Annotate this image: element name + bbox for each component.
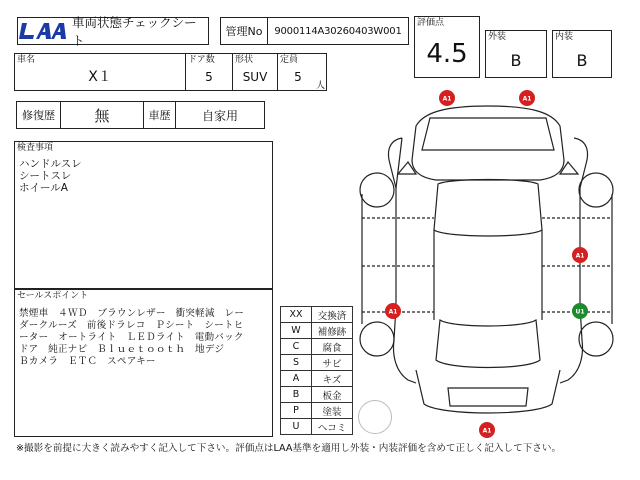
damage-marker	[572, 303, 588, 319]
damage-legend	[280, 306, 353, 435]
legend-meaning: 板金	[312, 387, 353, 403]
legend-row	[281, 371, 353, 387]
logo	[16, 17, 70, 45]
capacity-value: 5	[294, 70, 302, 84]
repair-history-label: 修復歴	[16, 101, 61, 129]
damage-marker-code: A1	[482, 427, 492, 435]
sales-points-text	[19, 308, 271, 368]
usage-history-value: 自家用	[175, 101, 265, 129]
repair-history-value: 無	[60, 101, 144, 129]
damage-marker	[439, 90, 455, 106]
damage-marker-code: A1	[575, 252, 585, 260]
car-name-value: X１	[88, 69, 112, 85]
damage-marker	[572, 247, 588, 263]
inspection-item: ホイールA	[19, 182, 68, 194]
damage-marker-code: U1	[575, 308, 585, 316]
legend-row	[281, 419, 353, 435]
legend-meaning: キズ	[312, 371, 353, 387]
damage-marker	[479, 422, 495, 438]
tire-front-left-icon	[360, 173, 394, 207]
sales-line: ダークルーズ 前後ドラレコ Ｐシート シートヒ	[19, 320, 244, 331]
sheet-title: 車両状態チェックシート	[72, 15, 197, 48]
sales-line: ーター オートライト ＬＥＤライト 電動バック	[19, 332, 244, 343]
legend-code: W	[281, 323, 312, 339]
car-name-box	[14, 53, 186, 91]
management-no-label: 管理No	[220, 17, 268, 45]
inspection-notes-box	[14, 141, 273, 289]
legend-meaning: サビ	[312, 355, 353, 371]
legend-code: P	[281, 403, 312, 419]
interior-grade-box	[552, 30, 612, 78]
score-label: 評価点	[417, 18, 445, 28]
legend-code: B	[281, 387, 312, 403]
legend-row	[281, 307, 353, 323]
legend-meaning: 交換済	[312, 307, 353, 323]
usage-history-label: 車歴	[143, 101, 176, 129]
car-name-label: 車名	[17, 55, 36, 65]
damage-marker-code: A1	[388, 308, 398, 316]
capacity-label: 定員	[280, 55, 299, 65]
sales-label: セールスポイント	[17, 291, 89, 301]
shape-value: SUV	[242, 70, 268, 84]
legend-meaning: 補修跡	[312, 323, 353, 339]
sales-line: ドア 純正ナビ Ｂｌｕｅｔｏｏｔｈ 地デジ	[19, 344, 225, 355]
legend-row	[281, 355, 353, 371]
sales-line: Ｂカメラ ＥＴＣ スペアキー	[19, 356, 156, 367]
legend-row	[281, 323, 353, 339]
legend-row	[281, 339, 353, 355]
footer-note: ※撮影を前提に大きく読みやすく記入して下さい。評価点はLAA基準を適用し外装・内装評価を含めて正しく記入して下さい。	[16, 443, 562, 454]
legend-meaning: 腐食	[312, 339, 353, 355]
inspection-items	[19, 158, 82, 194]
spare-tire-icon	[358, 400, 392, 434]
shape-label: 形状	[235, 55, 254, 65]
damage-marker-code: A1	[522, 95, 532, 103]
interior-label: 内装	[555, 32, 574, 42]
legend-code: A	[281, 371, 312, 387]
score-value: 4.5	[426, 39, 468, 69]
doors-box	[185, 53, 233, 91]
evaluation-score-box	[414, 16, 480, 78]
legend-row	[281, 387, 353, 403]
tire-rear-right-icon	[579, 322, 613, 356]
shape-box	[232, 53, 278, 91]
capacity-box	[277, 53, 327, 91]
doors-label: ドア数	[188, 55, 215, 65]
damage-marker-code: A1	[442, 95, 452, 103]
legend-row	[281, 403, 353, 419]
car-diagram	[350, 88, 626, 438]
inspection-label: 検査事項	[17, 143, 54, 153]
doors-value: 5	[205, 70, 213, 84]
laa-logo-icon	[18, 21, 68, 41]
legend-code: XX	[281, 307, 312, 323]
legend-code: U	[281, 419, 312, 435]
interior-grade: B	[576, 50, 588, 70]
tire-front-right-icon	[579, 173, 613, 207]
sales-points-box	[14, 289, 273, 437]
exterior-grade-box	[485, 30, 547, 78]
management-no-value: 9000114A30260403W001	[267, 17, 409, 45]
inspection-item: ハンドルスレ	[19, 158, 82, 170]
legend-meaning: 塗装	[312, 403, 353, 419]
legend-code: C	[281, 339, 312, 355]
damage-marker	[519, 90, 535, 106]
damage-marker	[385, 303, 401, 319]
inspection-item: シートスレ	[19, 170, 72, 182]
tire-rear-left-icon	[360, 322, 394, 356]
legend-table	[280, 306, 353, 435]
exterior-label: 外装	[488, 32, 507, 42]
sales-line: 禁煙車 ４ＷＤ ブラウンレザー 衝突軽減 レー	[19, 308, 245, 319]
legend-meaning: ヘコミ	[312, 419, 353, 435]
legend-code: S	[281, 355, 312, 371]
capacity-unit: 人	[316, 81, 326, 91]
exterior-grade: B	[510, 50, 522, 70]
